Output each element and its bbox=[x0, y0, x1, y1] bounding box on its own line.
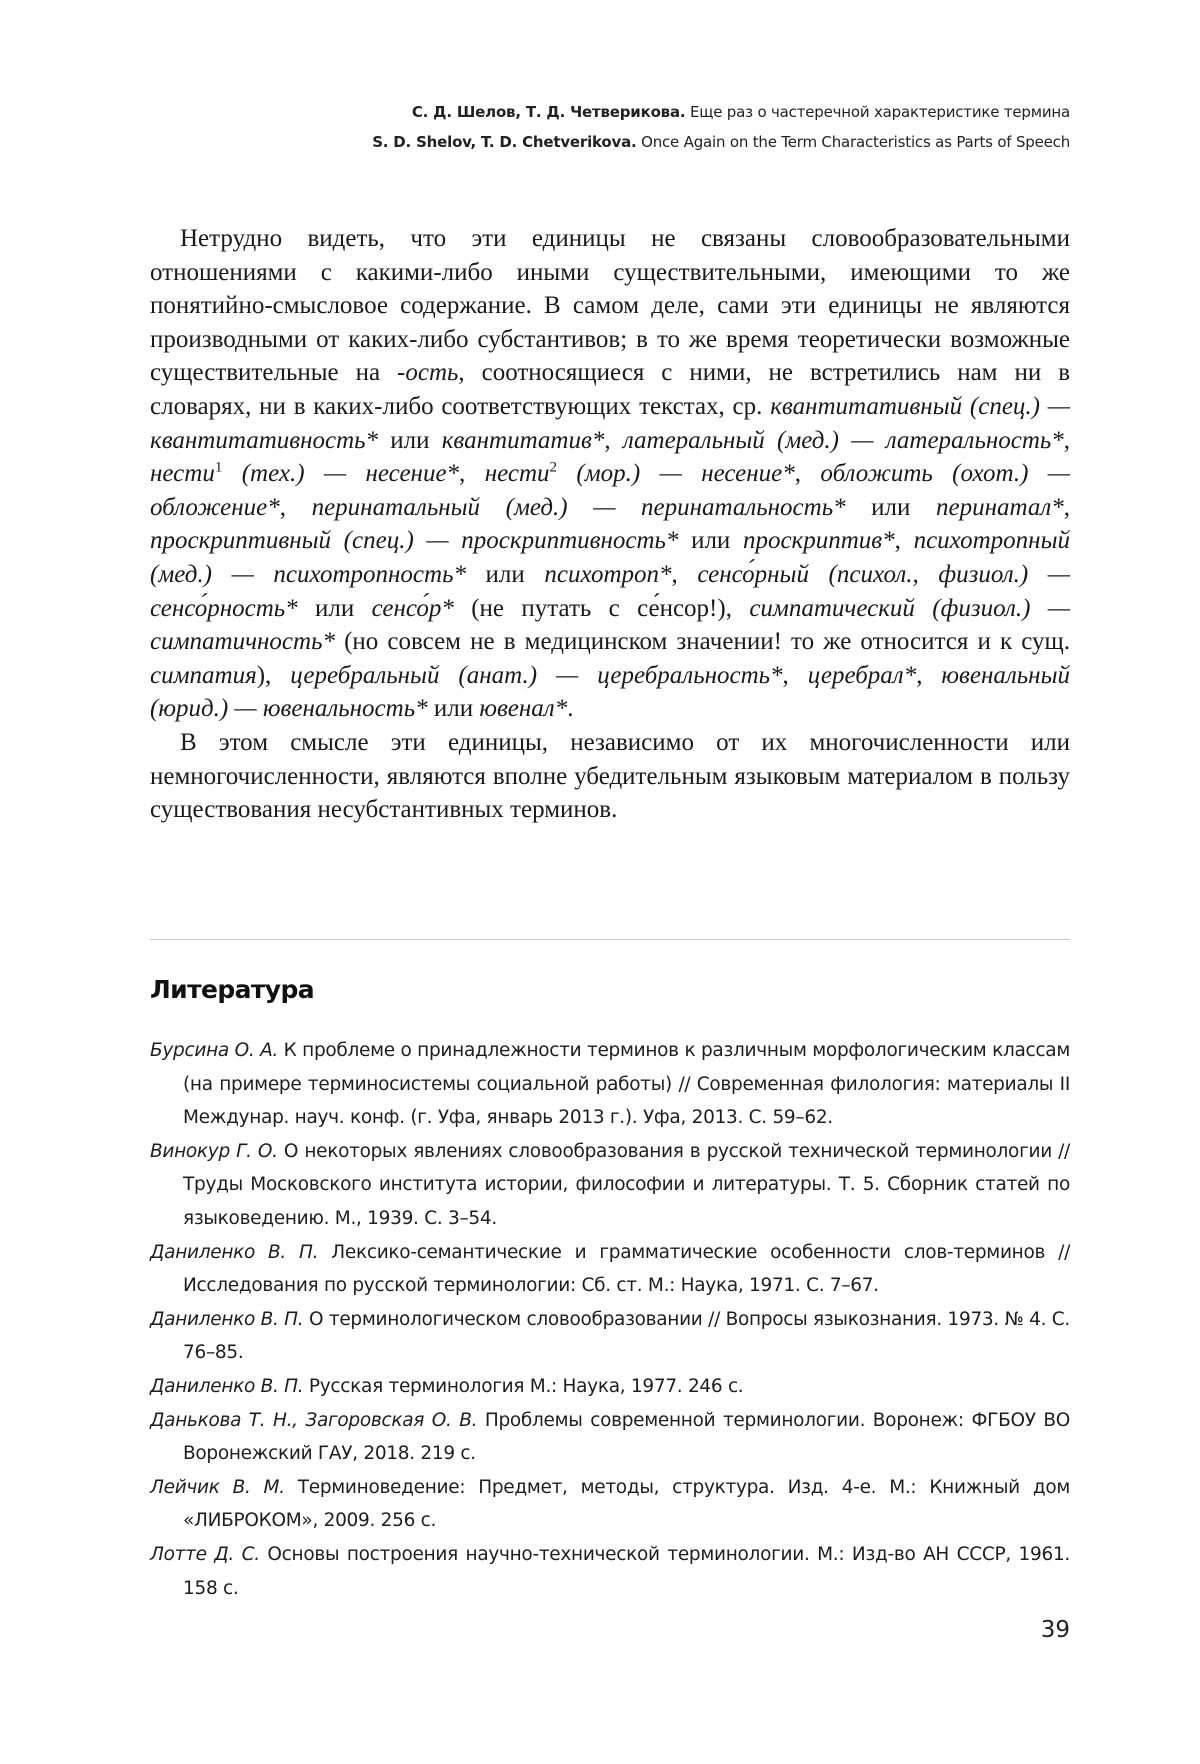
running-head-ru-title: Еще раз о частеречной характеристике термина bbox=[689, 103, 1070, 121]
reference-text: Проблемы современной терминологии. Воронеж: ФГБОУ ВО Воронежский ГАУ, 2018. 219 с. bbox=[183, 1409, 1070, 1465]
running-head bbox=[150, 97, 1070, 157]
reference-text: Русская терминология М.: Наука, 1977. 246 с. bbox=[303, 1375, 744, 1397]
italic-term: ювенальный (юрид.) — ювенальность* bbox=[150, 661, 1071, 723]
italic-term: церебрал* bbox=[807, 661, 917, 689]
running-head-ru bbox=[150, 97, 1070, 127]
references-list bbox=[150, 1034, 1070, 1605]
italic-term: латеральный (мед.) — латеральность* bbox=[622, 426, 1064, 454]
italic-term: психотропный (мед.) — психотропность* bbox=[150, 527, 1071, 588]
italic-term: ювенал* bbox=[479, 695, 568, 723]
reference-author: Лейчик В. М. bbox=[150, 1476, 285, 1498]
text-run: Нетрудно видеть, что эти единицы не связаны словообразовательными отношениями с какими-либо иными существительными, имеющими то же понятийно-смысловое содержание. В самом деле, сами эти единицы не являются производными от каких-либо субстантивов; в то же время теоретически возможные существительные на bbox=[150, 225, 1070, 387]
references-heading: Литература bbox=[150, 975, 315, 1004]
running-head-ru-authors: С. Д. Шелов, Т. Д. Четверикова. bbox=[411, 103, 686, 121]
text-run: или bbox=[678, 527, 743, 555]
text-run: , bbox=[459, 460, 485, 488]
section-divider bbox=[150, 939, 1070, 940]
superscript: 2 bbox=[549, 459, 558, 476]
italic-term: перинатальный (мед.) — перинатальность* bbox=[311, 493, 846, 521]
reference-author: Винокур Г. О. bbox=[150, 1140, 278, 1162]
paragraph-2: В этом смысле эти единицы, независимо от их многочисленности или немногочисленности, являются вполне убедительным языковым материалом в пользу существования несубстантивных терминов. bbox=[150, 728, 1070, 824]
text-run: (но совсем не в медицинском значении! то же относится и к сущ. bbox=[334, 628, 1070, 656]
reference-item bbox=[150, 1370, 1070, 1404]
paragraph-1 bbox=[150, 222, 1070, 726]
text-run: ), bbox=[256, 661, 291, 689]
text-run: или bbox=[378, 426, 442, 454]
italic-term: нести bbox=[150, 460, 215, 488]
running-head-en-title: Once Again on the Term Characteristics as Parts of Speech bbox=[641, 133, 1070, 151]
reference-text: Лексико-семантические и грамматические особенности слов-терминов // Исследования по русской терминологии: Сб. ст. М.: Наука, 1971. С. 7–67. bbox=[183, 1241, 1070, 1297]
reference-item bbox=[150, 1538, 1070, 1605]
reference-text: Основы построения научно-технической терминологии. М.: Изд-во АН СССР, 1961. 158 с. bbox=[183, 1543, 1070, 1599]
reference-text: О некоторых явлениях словообразования в русской технической терминологии // Труды Московского института истории, философии и литературы. Т. 5. Сборник статей по языковедению. М., 1939. С. 3–54. bbox=[183, 1140, 1070, 1229]
italic-term: -ость bbox=[397, 359, 459, 387]
italic-term: психотроп* bbox=[544, 560, 672, 588]
text-run: , соотносящиеся с ними, не встретились нам ни в словарях, ни в каких-либо соответствующих текстах, ср. bbox=[150, 359, 1070, 420]
italic-term: симпатия bbox=[150, 661, 257, 689]
reference-text: О терминологическом словообразовании // Вопросы языкознания. 1973. № 4. С. 76–85. bbox=[183, 1308, 1070, 1364]
italic-term: квантитативный (спец.) — квантитативность* bbox=[150, 392, 1070, 454]
italic-term: сенсо́рный (психол., физиол.) — сенсо́рность* bbox=[150, 560, 1070, 622]
text-run: . bbox=[567, 695, 574, 723]
reference-author: Даниленко В. П. bbox=[150, 1241, 319, 1263]
text-run: , bbox=[916, 661, 942, 689]
reference-text: К проблеме о принадлежности терминов к различным морфологическим классам (на примере терминосистемы социальной работы) // Современная филология: материалы II Междунар. науч. конф. (г. Уфа, январь 2013 г.). Уфа, 2013. С. 59–62. bbox=[183, 1040, 1070, 1129]
reference-author: Даниленко В. П. bbox=[150, 1308, 304, 1330]
text-run: или bbox=[297, 594, 372, 622]
text-run: или bbox=[845, 493, 936, 521]
italic-term: (тех.) — несение* bbox=[222, 460, 460, 488]
reference-item bbox=[150, 1236, 1070, 1303]
reference-author: Лотте Д. С. bbox=[150, 1543, 260, 1565]
text-run: , bbox=[671, 560, 698, 588]
running-head-en bbox=[150, 127, 1070, 157]
reference-author: Данькова Т. Н., Загоровская О. В. bbox=[150, 1409, 478, 1431]
text-run: (не путать с се́нсор!), bbox=[453, 594, 750, 622]
reference-item bbox=[150, 1404, 1070, 1471]
text-run: или bbox=[427, 695, 480, 723]
text-run: , bbox=[782, 661, 808, 689]
reference-item bbox=[150, 1303, 1070, 1370]
superscript: 1 bbox=[214, 459, 223, 476]
page-number: 39 bbox=[1040, 1617, 1070, 1643]
italic-term: нести bbox=[484, 460, 550, 488]
italic-term: проскриптивный (спец.) — проскриптивность* bbox=[150, 527, 679, 555]
reference-author: Даниленко В. П. bbox=[150, 1375, 304, 1397]
reference-item bbox=[150, 1471, 1070, 1538]
text-run: , bbox=[794, 460, 821, 488]
reference-text: Терминоведение: Предмет, методы, структура. Изд. 4-е. М.: Книжный дом «ЛИБРОКОМ», 2009. 256 с. bbox=[183, 1476, 1070, 1532]
text-run: , bbox=[604, 426, 623, 454]
italic-term: церебральный (анат.) — церебральность* bbox=[290, 661, 783, 689]
italic-term: обложить (охот.) — обложение* bbox=[150, 460, 1071, 521]
body-text bbox=[150, 222, 1070, 827]
running-head-en-authors: S. D. Shelov, T. D. Chetverikova. bbox=[372, 133, 637, 151]
text-run: или bbox=[465, 560, 545, 588]
italic-term: сенсо́р* bbox=[371, 594, 454, 622]
italic-term: (мор.) — несение* bbox=[557, 460, 795, 488]
text-run: , bbox=[894, 527, 914, 555]
italic-term: проскриптив* bbox=[742, 527, 895, 555]
text-run: , bbox=[279, 493, 312, 521]
text-run: , bbox=[1063, 493, 1070, 521]
italic-term: симпатический (физиол.) — симпатичность* bbox=[150, 594, 1071, 656]
reference-author: Бурсина О. А. bbox=[150, 1040, 278, 1061]
italic-term: перинатал* bbox=[935, 493, 1064, 521]
reference-item bbox=[150, 1135, 1070, 1236]
text-run: , bbox=[1063, 426, 1071, 454]
italic-term: квантитатив* bbox=[441, 426, 605, 454]
reference-item bbox=[150, 1034, 1070, 1135]
